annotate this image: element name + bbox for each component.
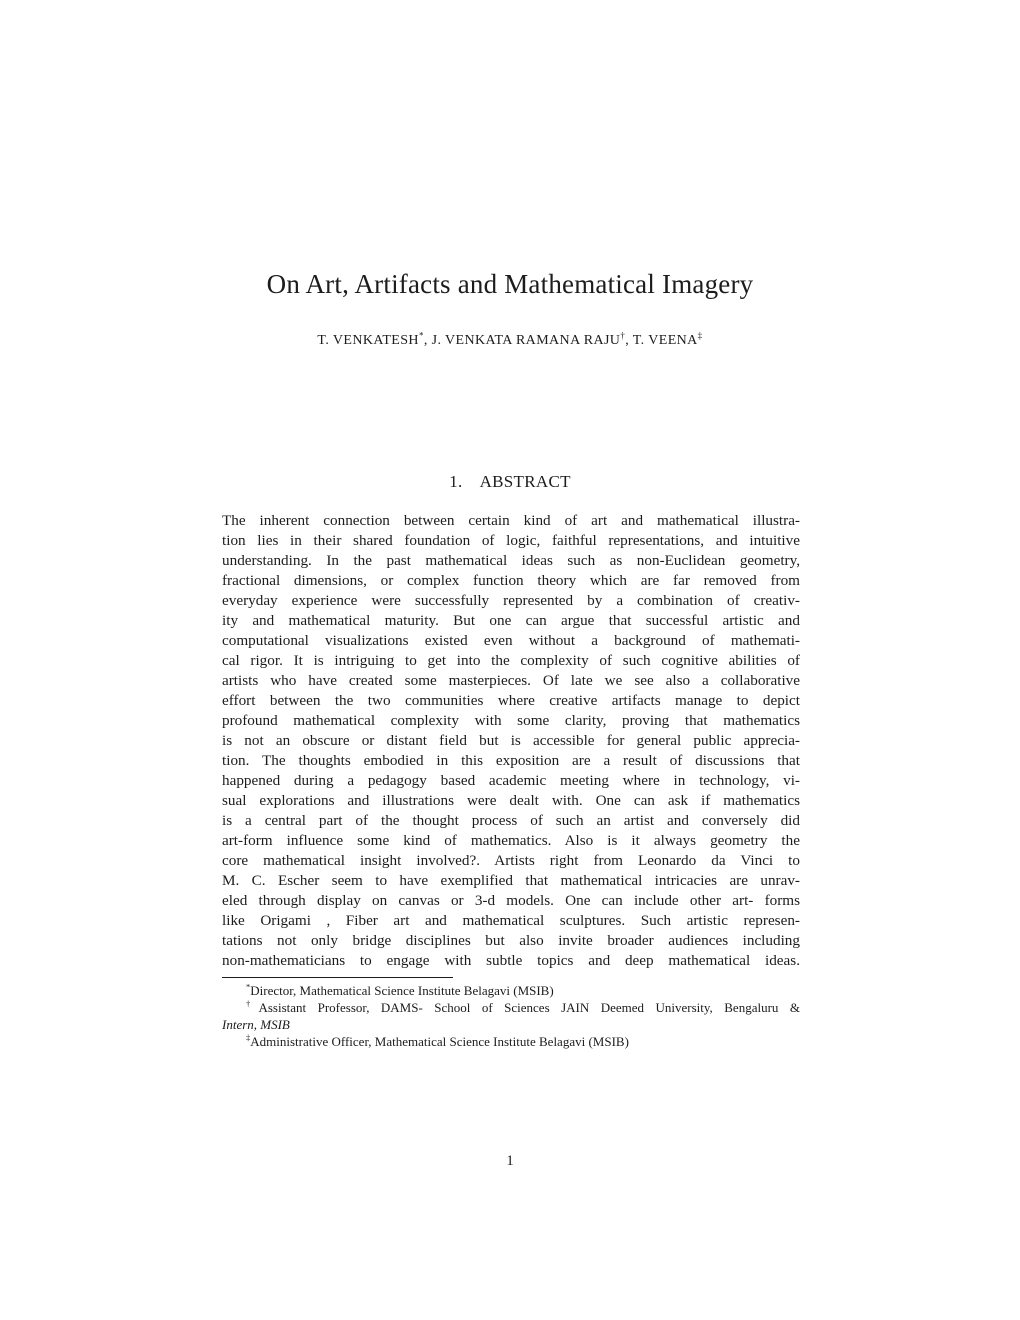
footnote-line: Intern, MSIB	[222, 1017, 290, 1032]
abstract-text-line: sual explorations and illustrations were dealt with. One can ask if mathematics	[222, 792, 800, 809]
author-name-part: , J. VENKATA RAMANA RAJU	[423, 333, 621, 348]
abstract-text-line: The inherent connection between certain kind of art and mathematical illustra-	[222, 512, 800, 529]
footnote-rule	[222, 977, 453, 978]
abstract-text-line: tations not only bridge disciplines but also invite broader audiences including	[222, 932, 800, 949]
authors-line	[0, 330, 1020, 349]
abstract-text-line: artists who have created some masterpieces. Of late we see also a collaborative	[222, 672, 800, 689]
footnote-line: ‡Administrative Officer, Mathematical Science Institute Belagavi (MSIB)	[246, 1032, 629, 1049]
superscript-marker: †	[620, 330, 626, 341]
abstract-text-line: cal rigor. It is intriguing to get into the complexity of such cognitive abilities of	[222, 652, 800, 669]
footnotes-block	[222, 977, 800, 1050]
abstract-text-line: fractional dimensions, or complex function theory which are far removed from	[222, 572, 800, 589]
author-name-part: T. VENKATESH	[317, 333, 419, 348]
footnote-marker: *	[246, 981, 251, 992]
abstract-text-line: happened during a pedagogy based academic meeting where in technology, vi-	[222, 772, 800, 789]
footnote-line: †Assistant Professor, DAMS- School of Sciences JAIN Deemed University, Bengaluru &	[246, 998, 800, 1015]
page-number: 1	[506, 1153, 514, 1169]
abstract-text-line: core mathematical insight involved?. Artists right from Leonardo da Vinci to	[222, 852, 800, 869]
section-number: 1.	[449, 472, 463, 491]
abstract-text-line: computational visualizations existed even without a background of mathemati-	[222, 632, 800, 649]
paper-title: On Art, Artifacts and Mathematical Imagery	[266, 269, 754, 299]
abstract-text-line: everyday experience were successfully represented by a combination of creativ-	[222, 592, 800, 609]
abstract-text-line: understanding. In the past mathematical ideas such as non-Euclidean geometry,	[222, 552, 800, 569]
abstract-text-line: non-mathematicians to engage with subtle topics and deep mathematical ideas.	[222, 952, 800, 969]
footnote-marker: †	[246, 998, 259, 1009]
abstract-text-line: eled through display on canvas or 3-d models. One can include other art- forms	[222, 892, 800, 909]
author-name-part: , T. VEENA	[625, 333, 698, 348]
abstract-text-line: tion lies in their shared foundation of logic, faithful representations, and intuitive	[222, 532, 800, 549]
superscript-marker: ‡	[697, 330, 703, 341]
section-heading	[0, 472, 1020, 492]
section-title: ABSTRACT	[479, 472, 571, 491]
abstract-text-line: is not an obscure or distant field but is accessible for general public apprecia-	[222, 732, 800, 749]
footnotes-list	[222, 982, 800, 1050]
abstract-text-line: art-form influence some kind of mathematics. Also is it always geometry the	[222, 832, 800, 849]
abstract-paragraph	[222, 511, 800, 971]
abstract-text-line: is a central part of the thought process of such an artist and conversely did	[222, 812, 800, 829]
superscript-marker: *	[418, 330, 424, 341]
footnote-marker: ‡	[246, 1032, 251, 1043]
abstract-text-line: profound mathematical complexity with some clarity, proving that mathematics	[222, 712, 800, 729]
abstract-text-line: M. C. Escher seem to have exemplified that mathematical intricacies are unrav-	[222, 872, 800, 889]
abstract-text-line: effort between the two communities where creative artifacts manage to depict	[222, 692, 800, 709]
abstract-text-line: like Origami , Fiber art and mathematical sculptures. Such artistic represen-	[222, 912, 800, 929]
abstract-text-line: ity and mathematical maturity. But one can argue that successful artistic and	[222, 612, 800, 629]
footnote-line: *Director, Mathematical Science Institute Belagavi (MSIB)	[246, 981, 554, 998]
abstract-text-line: tion. The thoughts embodied in this exposition are a result of discussions that	[222, 752, 800, 769]
